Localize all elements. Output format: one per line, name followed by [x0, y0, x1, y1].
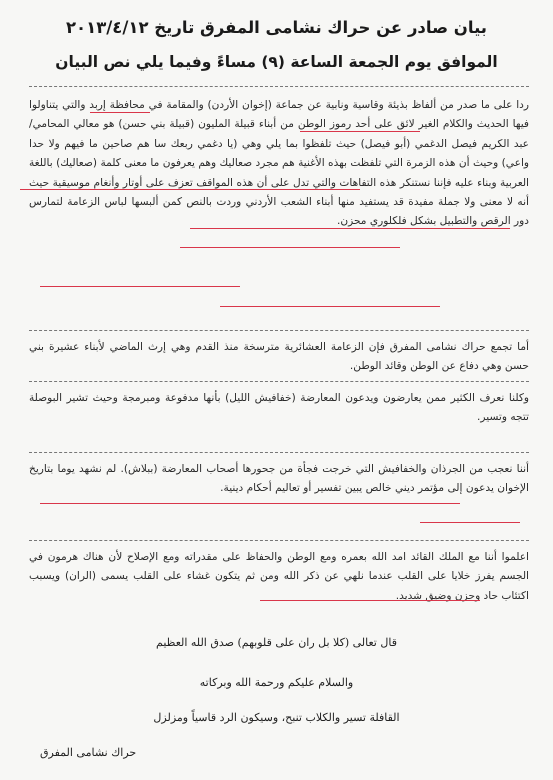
salam-line: والسلام عليكم ورحمة الله وبركاته	[199, 676, 354, 689]
proverb-line: القافلة تسير والكلاب تنبح، وسيكون الرد قاسياً ومزلزل	[153, 711, 400, 724]
underline-mark	[40, 286, 240, 287]
underline-mark	[190, 228, 510, 229]
underline-mark	[20, 189, 360, 190]
separator-1	[29, 86, 529, 87]
paragraph-3: وكلنا نعرف الكثير ممن يعارضون ويدعون المعارضة (خفافيش الليل) بأنها مدفوعة ومبرمجة وحيث تشير البوصلة تتجه وتسير.	[29, 392, 529, 424]
underline-mark	[90, 112, 150, 113]
paragraph-2: أما تجمع حراك نشامى المفرق فإن الزعامة العشائرية مترسخة منذ القدم وهي إرث الماضي لأبناء عشيرة بني حسن وهي دفاع عن الوطن وقائد الوطن.	[29, 341, 529, 373]
quran-verse: قال تعالى (كلا بل ران على قلوبهم) صدق الله العظيم	[156, 636, 397, 649]
paragraph-1: ردا على ما صدر من ألفاظ بذيئة وقاسية ونابية عن جماعة (إخوان الأردن) والمقامة في محافظة إربد والتي يتناولوا فيها الحديث والكلام الغير لائق على أحد رموز الوطن من أبناء قبيلة المليون (قبيلة بني حسن) هو معالي المحامي/ عبد الكريم فيصل الدغمي (أبو فيصل) حيث تلفظوا بما يلي وهي (يا دغمي ربعك سا هم صاحين ما فيهم ولا حدا واعي) وحيث أن هذه الزمرة التي تلفظت بهذه الأغنية هم مجرد صعاليك وهم يعرفون ما معنى كلمة (صعاليك) باللغة العربية وبناء عليه فإننا نستنكر هذه التفاهات والتي تدل على أن هذه المواقف تعزف على أوتار وأنغام موسيقية حيث أنه لا معنى ولا جملة مفيدة قد يستفيد منها أبناء الشعب الأردني وردت بالنص كمن ألبسها لباس الزعامة لتمارس دور الرقص والتطبيل بشكل فلكلوري محزن.	[29, 99, 529, 228]
separator-3	[29, 381, 529, 382]
separator-4	[29, 452, 529, 453]
underline-mark	[300, 131, 420, 132]
paragraph-5: اعلموا أننا مع الملك القائد امد الله بعمره ومع الوطن والحفاظ على مقدراته ومع الإصلاح لأن هناك هرمون في الجسم يفرز خلايا على القلب عندما نلهي عن ذكر الله ومن ثم يتكون غشاء على القلب يسمى (الران) ويسبب اكتئاب حاد وحزن وضيق شديد.	[29, 551, 529, 602]
title-line-1: بيان صادر عن حراك نشامى المفرق تاريخ ٢٠١٣/٤/١٢	[65, 18, 487, 37]
underline-mark	[260, 600, 480, 601]
underline-mark	[40, 503, 460, 504]
signature: حراك نشامى المفرق	[40, 746, 137, 759]
underline-mark	[220, 306, 440, 307]
title-line-2: الموافق يوم الجمعة الساعة (٩) مساءً وفيما يلي نص البيان	[55, 53, 498, 71]
underline-mark	[420, 522, 520, 523]
separator-2	[29, 330, 529, 331]
underline-mark	[180, 247, 400, 248]
separator-5	[29, 540, 529, 541]
paragraph-4: أننا نعجب من الجرذان والخفافيش التي خرجت فجأة من جحورها أصحاب المعارضة (ببلاش). لم نشهد يوما بتاريخ الإخوان يدعون إلى مؤتمر ديني خالص يبين تفسير أو تعاليم أحكام دينية.	[29, 463, 529, 495]
